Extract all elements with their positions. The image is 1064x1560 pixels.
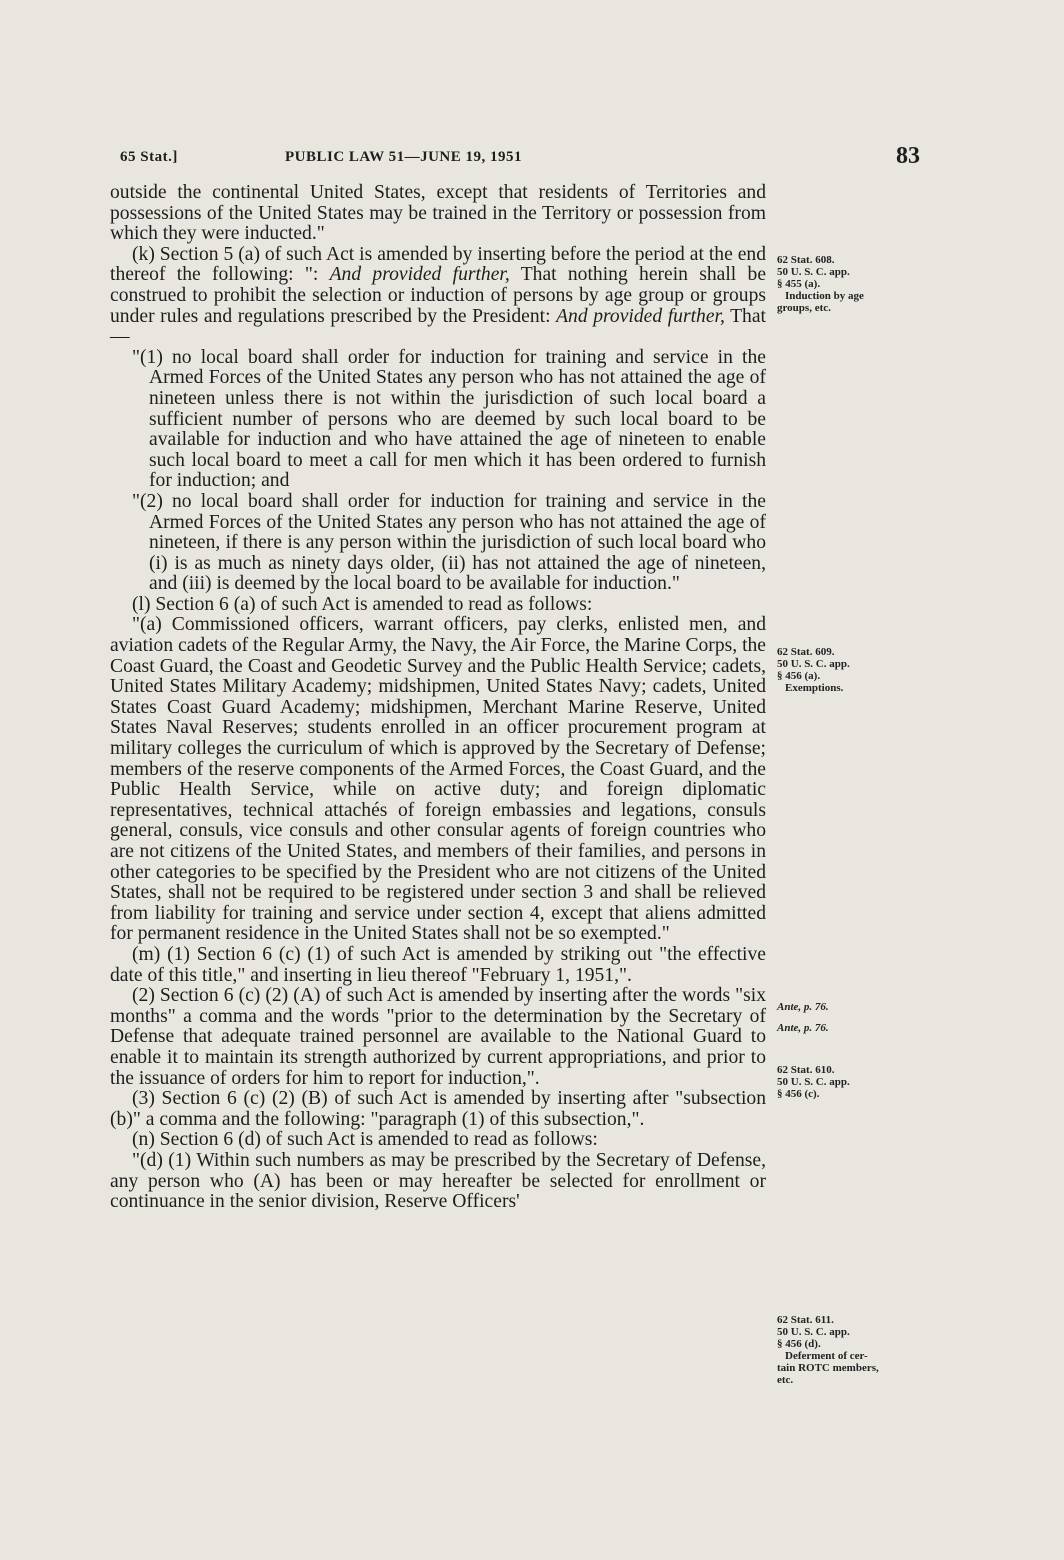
margin-note-deferment: 62 Stat. 611. 50 U. S. C. app. § 456 (d). Deferment of cer- tain ROTC members, etc. <box>777 1314 879 1386</box>
margin-note-induction: 62 Stat. 608. 50 U. S. C. app. § 455 (a). Induction by age groups, etc. <box>777 254 864 314</box>
paragraph-continuation: outside the continental United States, except that residents of Territories and possessions of the United States may be trained in the Territory or possession from which they were inducted." <box>110 182 766 245</box>
paragraph-n: (n) Section 6 (d) of such Act is amended to read as follows: <box>132 1129 598 1151</box>
volume-reference: 65 Stat.] <box>120 149 178 165</box>
body-text <box>110 183 766 1213</box>
margin-note-610: 62 Stat. 610. 50 U. S. C. app. § 456 (c). <box>777 1064 850 1100</box>
paragraph-l: (l) Section 6 (a) of such Act is amended to read as follows: <box>132 593 593 615</box>
paragraph-m2: (2) Section 6 (c) (2) (A) of such Act is amended by inserting after the words "six months" a comma and the words "prior to the determination by the Secretary of Defense that adequate trained personnel are available to the National Guard to enable it to maintain its strength authorized by current appropriations, and prior to the issuance of orders for him to report for induction,". <box>110 985 766 1089</box>
running-title: PUBLIC LAW 51—JUNE 19, 1951 <box>285 149 522 165</box>
paragraph-l-text: "(a) Commissioned officers, warrant officers, pay clerks, enlisted men, and aviation cadets of the Regular Army, the Navy, the Air Force, the Marine Corps, the Coast Guard, the Coast and Geodetic Survey and the Public Health Service; cadets, United States Military Academy; midshipmen, United States Navy; cadets, United States Coast Guard Academy; midshipmen, Merchant Marine Reserve, United States Naval Reserves; students enrolled in an officer procurement program at military colleges the curriculum of which is approved by the Secretary of Defense; members of the reserve components of the Armed Forces, the Coast Guard, and the Public Health Service, while on active duty; and foreign diplomatic representatives, technical attachés of foreign embassies and legations, consuls general, consuls, vice consuls and other consular agents of foreign countries who are not citizens of the United States, and members of their families, and persons in other categories to be specified by the President who are not citizens of the United States, shall not be required to be registered under section 3 and shall be relieved from liability for training and service under section 4, except that aliens admitted for permanent residence in the United States shall not be so exempted." <box>110 614 766 945</box>
page-header <box>120 143 920 173</box>
paragraph-m1: (m) (1) Section 6 (c) (1) of such Act is amended by striking out "the effective date of this title," and inserting in lieu thereof "February 1, 1951,". <box>110 943 766 986</box>
clause-2: "(2) no local board shall order for induction for training and service in the Armed Forces of the United States any person who has not attained the age of nineteen, if there is any person within the jurisdiction of such local board who (i) is as much as ninety days older, (ii) has not attained the age of nineteen, and (iii) is deemed by the local board to be available for induction." <box>132 490 766 595</box>
paragraph-m3: (3) Section 6 (c) (2) (B) of such Act is amended by inserting after "subsection (b)" a comma and the following: "paragraph (1) of this subsection,". <box>110 1088 766 1130</box>
paragraph-k: (k) Section 5 (a) of such Act is amended by inserting before the period at the end thereof the following: ": And provided further, That nothing herein shall be construed to prohibit the selection or induction of persons by age group or groups under rules and regulations prescribed by the President: And provided further, That— <box>110 243 767 348</box>
page-number: 83 <box>896 143 920 169</box>
margin-note-ante: Ante, p. 76. Ante, p. 76. <box>777 1001 829 1034</box>
paragraph-n-text: "(d) (1) Within such numbers as may be prescribed by the Secretary of Defense, any person who (A) has been or may hereafter be selected for enrollment or continuance in the senior division, Reserve Officers' <box>110 1149 766 1213</box>
clause-1: "(1) no local board shall order for induction for training and service in the Armed Forces of the United States any person who has not attained the age of nineteen unless there is not within the jurisdiction of such local board a sufficient number of persons who are deemed by such local board to be available for induction and who have attained the age of nineteen to enable such local board to meet a call for men which it has been ordered to furnish for induction; and <box>132 346 766 492</box>
margin-note-exemptions: 62 Stat. 609. 50 U. S. C. app. § 456 (a). Exemptions. <box>777 646 850 694</box>
